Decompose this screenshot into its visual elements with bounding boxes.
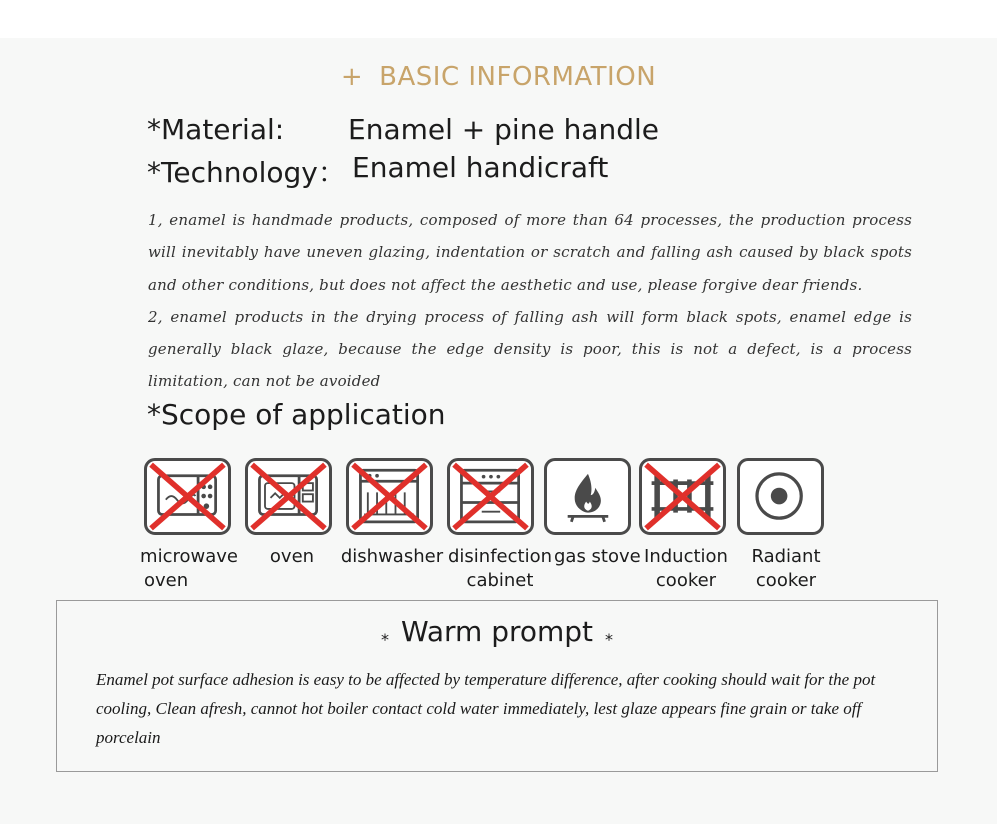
- label-dishwasher: [339, 545, 445, 569]
- section-header: [0, 62, 997, 92]
- label-oven: [262, 545, 322, 569]
- note-1: 1, enamel is handmade products, composed of more than 64 processes, the production process will inevitably have uneven glazing, indentation or scratch and falling ash caused by black spots and other conditions, but does not affect the aesthetic and use, please forgive dear friends.: [148, 211, 912, 294]
- label-line1: Induction: [644, 546, 728, 567]
- label-radiant-cooker: [742, 545, 830, 593]
- label-line1: dishwasher: [340, 546, 444, 567]
- label-line2: cooker: [655, 570, 717, 591]
- material-row: [147, 113, 659, 146]
- warm-prompt-heading: [57, 615, 937, 649]
- warm-prompt-box: [56, 600, 938, 772]
- gas-stove-icon: [544, 458, 631, 535]
- label-line1: gas stove: [554, 546, 641, 567]
- process-notes: [148, 204, 912, 398]
- label-induction-cooker: [640, 545, 732, 593]
- technology-row: [147, 151, 609, 191]
- scope-title: *Scope of application: [147, 398, 446, 431]
- star-icon: *: [605, 630, 614, 649]
- dishwasher-icon: [346, 458, 433, 535]
- material-value: Enamel + pine handle: [348, 113, 659, 146]
- technology-label: *Technology：: [147, 156, 346, 189]
- note-2: 2, enamel products in the drying process of falling ash will form black spots, enamel edge is generally black glaze, because the edge density is poor, this is not a defect, is a process limitation, can not be avoided: [148, 307, 912, 391]
- label-line1: disinfection: [447, 546, 552, 567]
- warm-prompt-title: Warm prompt: [400, 615, 594, 648]
- label-line2: cabinet: [466, 570, 534, 591]
- material-label: *Material:: [147, 113, 285, 146]
- disinfection-cabinet-icon: [447, 458, 534, 535]
- plus-icon: +: [340, 62, 364, 92]
- technology-value: Enamel handicraft: [352, 151, 609, 184]
- label-line1: oven: [269, 546, 315, 567]
- label-disinfection-cabinet: [447, 545, 553, 593]
- star-icon: *: [380, 630, 389, 649]
- label-line2: oven: [144, 570, 189, 591]
- label-microwave-oven: [140, 545, 238, 593]
- induction-cooker-icon: [639, 458, 726, 535]
- label-line2: cooker: [755, 570, 817, 591]
- label-gas-stove: [554, 545, 641, 569]
- label-line1: Radiant: [751, 546, 821, 567]
- section-title: BASIC INFORMATION: [379, 62, 657, 92]
- warm-prompt-text: Enamel pot surface adhesion is easy to be affected by temperature difference, after cooking should wait for the pot cooling, Clean afresh, cannot hot boiler contact cold water immediately, lest glaze appears fine grain or take off porcelain: [96, 670, 876, 747]
- label-line1: microwave: [140, 546, 238, 567]
- radiant-cooker-icon: [737, 458, 824, 535]
- oven-icon: [245, 458, 332, 535]
- microwave-icon: [144, 458, 231, 535]
